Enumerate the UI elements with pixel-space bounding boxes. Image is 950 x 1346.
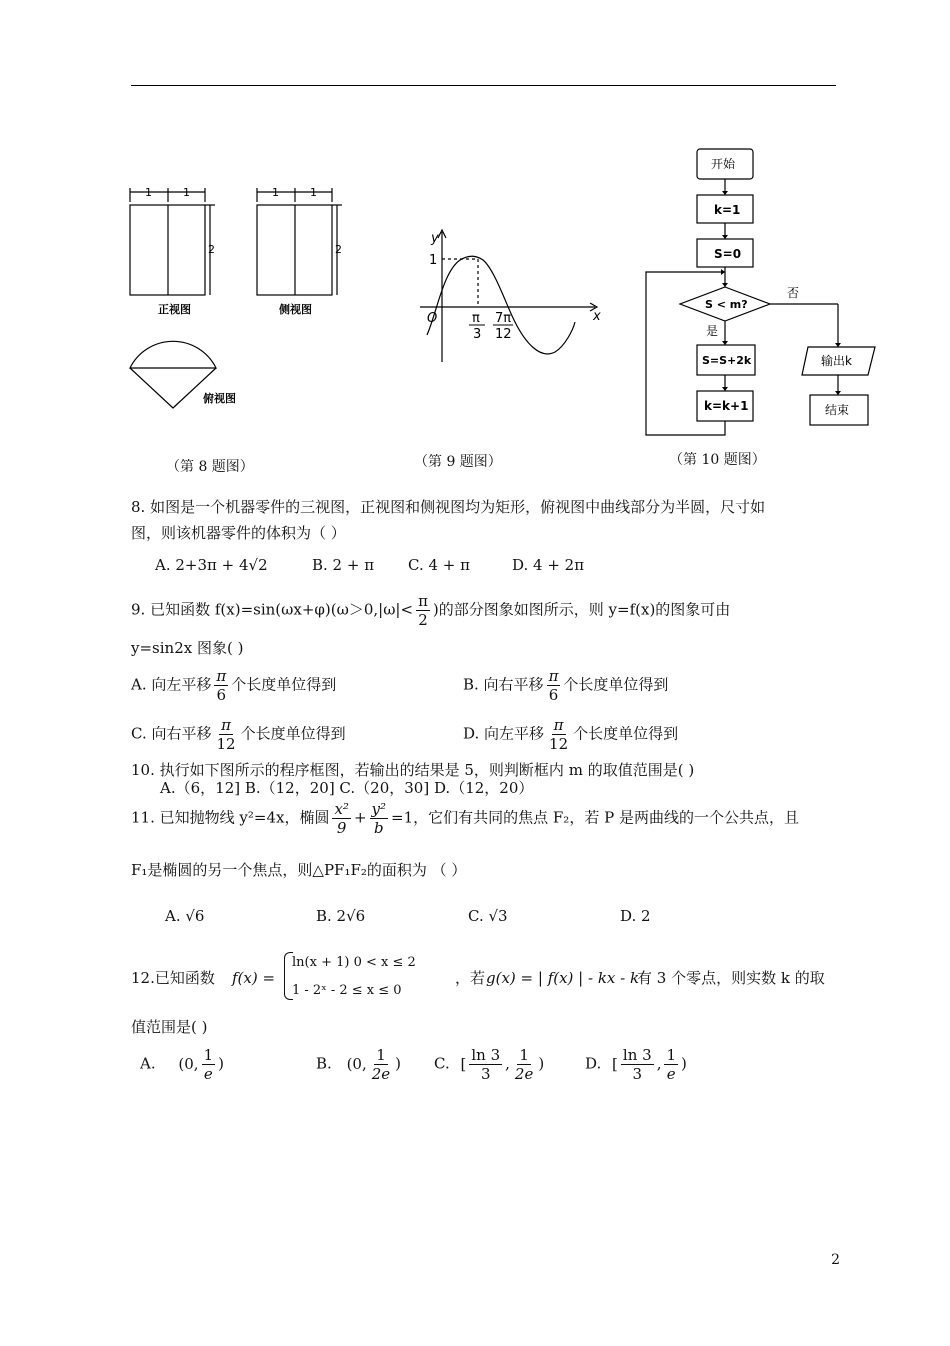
q9-b-frac <box>547 667 561 704</box>
q10-options: A.（6，12] B.（12，20] C.（20，30] D.（12，20） <box>160 779 534 797</box>
fig10-flowchart <box>640 145 880 445</box>
q11-frac2 <box>370 800 389 837</box>
q8-option-a: A. 2+3π + 4√2 <box>155 556 268 574</box>
q11-option-a: A. √6 <box>165 907 205 925</box>
q9-option-a <box>131 667 336 704</box>
q10-line1: 10. 执行如下图所示的程序框图，若输出的结果是 5，则判断框内 m 的取值范围是( ) <box>131 761 695 779</box>
fig9-sine-graph <box>415 222 605 367</box>
q12-c-frac1 <box>469 1046 502 1083</box>
q12-c-den2: 2e <box>514 1065 534 1083</box>
y-axis-label: y <box>431 231 439 246</box>
q11-line1-a: 11. 已知抛物线 y²=4x，椭圆 <box>131 808 330 827</box>
q12-a-num: 1 <box>203 1046 214 1064</box>
k-init-label: k=1 <box>714 203 741 217</box>
start-label: 开始 <box>711 157 736 171</box>
q12-fx: f(x) = <box>232 969 276 987</box>
fig8-three-views <box>120 180 360 420</box>
q9-c-den: 12 <box>216 735 236 753</box>
q9-d-frac <box>547 716 570 753</box>
q9-a-den: 6 <box>216 686 227 704</box>
q12-suffix: 有 3 个零点，则实数 k 的取 <box>637 969 825 987</box>
q9-a-pre: A. 向左平移 <box>131 675 212 694</box>
q9-d-suffix: 个长度单位得到 <box>573 724 679 743</box>
q9-a-frac <box>214 667 228 704</box>
q9-option-b <box>463 667 668 704</box>
q12-case2: 1 - 2ˣ - 2 ≤ x ≤ 0 <box>292 983 402 998</box>
q11-option-b: B. 2√6 <box>316 907 366 925</box>
q12-c-label: C. <box>434 1054 450 1073</box>
q12-b-label: B. <box>316 1054 332 1073</box>
q9-c-num: π <box>221 716 231 734</box>
q11-f2-den: b <box>373 819 384 837</box>
header-rule <box>131 85 836 86</box>
q9-frac-den: 2 <box>418 611 428 629</box>
q11-line1 <box>131 800 799 837</box>
x-axis-label: x <box>593 309 601 324</box>
condition-label: S < m? <box>705 298 748 311</box>
q12-line2: 值范围是( ) <box>131 1018 208 1036</box>
tick2-den: 12 <box>495 327 512 342</box>
q9-d-pre: D. 向左平移 <box>463 724 545 743</box>
top-view-label: 俯视图 <box>203 392 236 405</box>
q12-a-frac <box>202 1046 216 1083</box>
s-init-label: S=0 <box>714 247 742 261</box>
q12-c-num2: 1 <box>519 1046 529 1064</box>
q9-b-pre: B. 向右平移 <box>463 675 544 694</box>
q12-prefix: 12.已知函数 <box>131 969 215 987</box>
q12-mid: ，若 <box>455 969 486 987</box>
q11-plus: + <box>353 808 367 827</box>
q9-frac-num: π <box>418 592 428 610</box>
front-dim-1a: 1 <box>145 186 152 199</box>
q9-line1-b: )的部分图象如图所示，则 y=f(x)的图象可由 <box>432 600 731 619</box>
k-update-label: k=k+1 <box>704 399 749 413</box>
q12-c-num1: ln 3 <box>471 1046 501 1064</box>
q11-option-d: D. 2 <box>620 907 651 925</box>
q11-line1-b: =1，它们有共同的焦点 F₂，若 P 是两曲线的一个公共点，且 <box>391 808 799 827</box>
q9-a-num: π <box>216 667 227 685</box>
q9-a-suffix: 个长度单位得到 <box>231 675 337 694</box>
q11-option-c: C. √3 <box>468 907 508 925</box>
top-view-semicircle <box>130 341 216 368</box>
q12-b-body: (0, <box>346 1054 367 1073</box>
q12-d-frac1 <box>621 1046 654 1083</box>
q9-option-c <box>131 716 346 753</box>
q9-b-den: 6 <box>548 686 559 704</box>
q8-line2: 图，则该机器零件的体积为（ ） <box>131 524 346 542</box>
q12-c-den1: 3 <box>480 1065 491 1083</box>
side-dim-2: 2 <box>335 243 342 256</box>
fig9-caption: （第 9 题图） <box>414 454 502 470</box>
q12-d-num2: 1 <box>666 1046 677 1064</box>
q11-f1-den: 9 <box>336 819 347 837</box>
q9-c-suffix: 个长度单位得到 <box>240 724 346 743</box>
front-dim-1b: 1 <box>183 186 190 199</box>
q9-line1 <box>131 592 730 629</box>
q12-b-den: 2e <box>371 1065 391 1083</box>
q12-a-label: A. <box>140 1054 156 1073</box>
q9-c-frac <box>214 716 237 753</box>
q12-d-label: D. <box>585 1054 602 1073</box>
q12-d-den1: 3 <box>632 1065 643 1083</box>
q8-line1: 8. 如图是一个机器零件的三视图，正视图和侧视图均为矩形，俯视图中曲线部分为半圆，尺寸如 <box>131 498 766 516</box>
s-update-label: S=S+2k <box>702 354 752 367</box>
q12-option-b: B. (0, $\frac{1}{2e}$ ) <box>316 1046 402 1083</box>
end-label: 结束 <box>825 403 850 417</box>
q12-b-frac <box>370 1046 392 1083</box>
fig10-caption: （第 10 题图） <box>669 452 766 468</box>
q12-a-den: e <box>203 1065 213 1083</box>
y-tick-1: 1 <box>429 253 438 268</box>
front-dim-2: 2 <box>208 243 215 256</box>
q8-option-b: B. 2 + π <box>312 556 375 574</box>
tick2-num: 7π <box>495 311 512 326</box>
page-number: 2 <box>831 1252 840 1268</box>
q12-d-frac2 <box>664 1046 678 1083</box>
q9-d-num: π <box>553 716 564 734</box>
q9-line2: y=sin2x 图象( ) <box>131 639 244 657</box>
q9-frac <box>416 592 430 629</box>
q9-line1-a: 9. 已知函数 f(x)=sin(ωx+φ)(ω＞0,|ω|< <box>131 600 414 619</box>
yes-label: 是 <box>706 324 719 338</box>
q12-d-num1: ln 3 <box>622 1046 652 1064</box>
q12-b-num: 1 <box>376 1046 386 1064</box>
side-view-label: 侧视图 <box>279 303 312 316</box>
q12-option-d: D. [ $\frac{\ln 3}{3}$ , $\frac{1}{e}$ ) <box>585 1046 687 1083</box>
q11-frac1 <box>332 800 350 837</box>
side-dim-1b: 1 <box>310 186 317 199</box>
q9-option-d <box>463 716 678 753</box>
q12-option-a: A. (0, $\frac{1}{e}$ ) <box>140 1046 224 1083</box>
q9-c-pre: C. 向右平移 <box>131 724 212 743</box>
q9-b-suffix: 个长度单位得到 <box>563 675 669 694</box>
no-label: 否 <box>787 286 800 300</box>
fig8-caption: （第 8 题图） <box>166 459 254 475</box>
q12-c-frac2 <box>513 1046 535 1083</box>
q12-case1: ln(x + 1) 0 < x ≤ 2 <box>292 955 416 970</box>
front-view-label: 正视图 <box>158 303 191 316</box>
q12-option-c: C. [ $\frac{\ln 3}{3}$ , $\frac{1}{2e}$ ) <box>434 1046 545 1083</box>
tick1-num: π <box>472 311 480 326</box>
q11-f1-num: x² <box>334 800 349 818</box>
q12-gx: g(x) = | f(x) | - kx - k <box>486 969 640 987</box>
tick1-den: 3 <box>473 327 482 342</box>
q9-d-den: 12 <box>549 735 569 753</box>
q12-a-body: (0, <box>178 1054 199 1073</box>
q8-option-d: D. 4 + 2π <box>512 556 585 574</box>
q11-line2: F₁是椭圆的另一个焦点，则△PF₁F₂的面积为 （ ） <box>131 861 467 879</box>
q9-b-num: π <box>548 667 559 685</box>
output-label: 输出k <box>821 354 852 368</box>
q8-option-c: C. 4 + π <box>408 556 470 574</box>
origin-label: O <box>427 311 438 326</box>
q12-d-den2: e <box>666 1065 676 1083</box>
q11-f2-num: y² <box>371 800 387 818</box>
side-dim-1a: 1 <box>272 186 279 199</box>
